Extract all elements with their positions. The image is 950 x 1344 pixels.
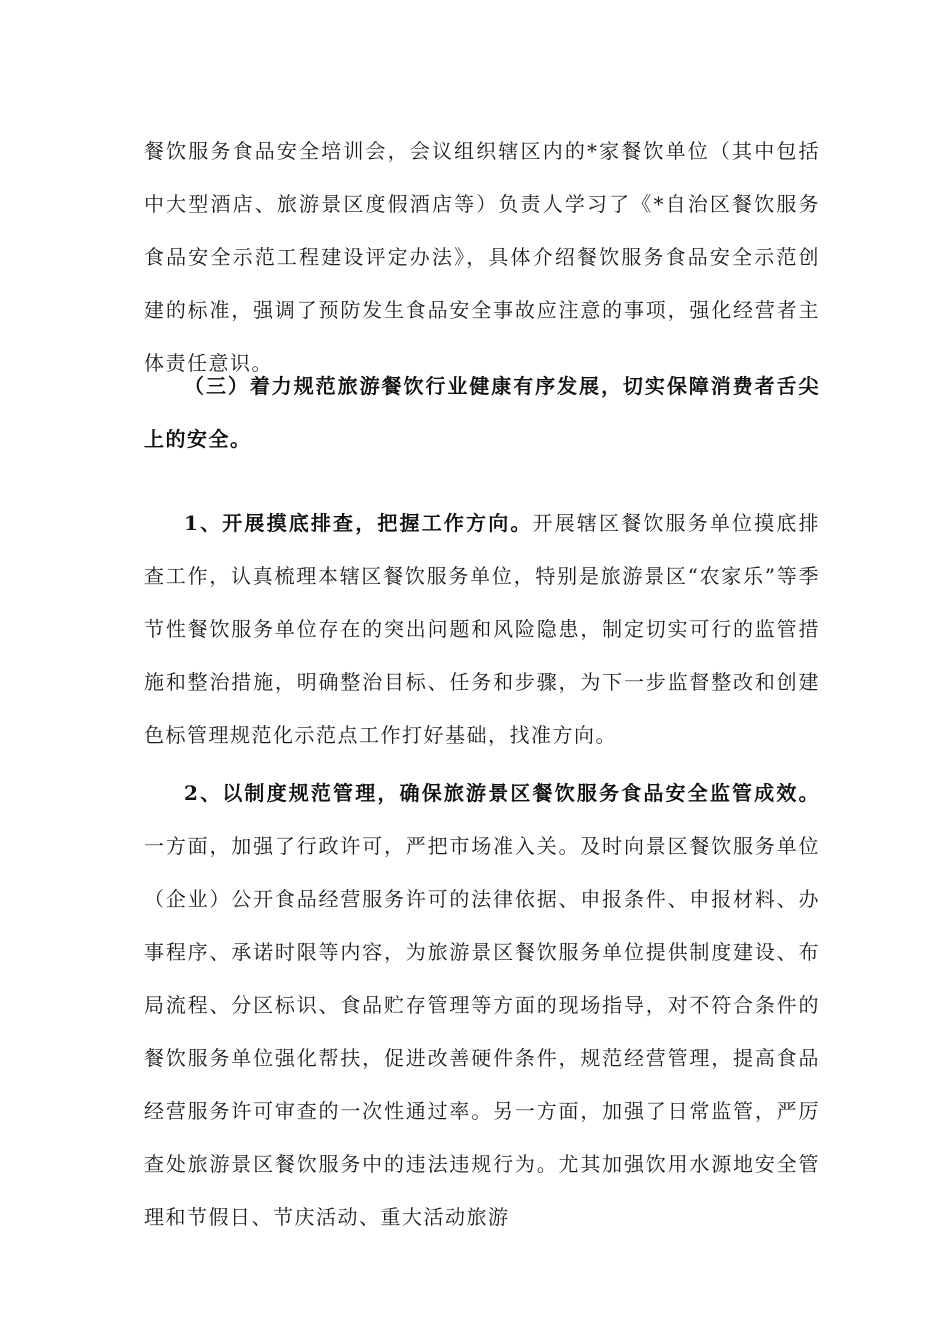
item-2-body: 一方面，加强了行政许可，严把市场准入关。及时向景区餐饮服务单位（企业）公开食品经营服务许可的法律依据、申报条件、申报材料、办事程序、承诺时限等内容，为旅游景区餐饮服务单位提供制度建设、布局流程、分区标识、食品贮存管理等方面的现场指导，对不符合条件的餐饮服务单位强化帮扶，促进改善硬件条件，规范经营管理，提高食品经营服务许可审查的一次性通过率。另一方面，加强了日常监管，严厉查处旅游景区餐饮服务中的违法违规行为。尤其加强饮用水源地安全管理和节假日、节庆活动、重大活动旅游 [144, 834, 820, 1229]
item-1-title: 1、开展摸底排查，把握工作方向。 [184, 511, 533, 535]
paragraph-item-1-text [144, 497, 820, 762]
item-1-body: 开展辖区餐饮服务单位摸底排查工作，认真梳理本辖区餐饮服务单位，特别是旅游景区“农家乐”等季节性餐饮服务单位存在的突出问题和风险隐患，制定切实可行的监管措施和整治措施，明确整治目标、任务和步骤，为下一步监督整改和创建色标管理规范化示范点工作打好基础，找准方向。 [144, 511, 821, 747]
section-heading-text: （三）着力规范旅游餐饮行业健康有序发展，切实保障消费者舌尖上的安全。 [144, 374, 820, 451]
paragraph-text: 餐饮服务食品安全培训会，会议组织辖区内的*家餐饮单位（其中包括中大型酒店、旅游景区度假酒店等）负责人学习了《*自治区餐饮服务食品安全示范工程建设评定办法》，具体介绍餐饮服务食品安全示范创建的标准，强调了预防发生食品安全事故应注意的事项，强化经营者主体责任意识。 [144, 139, 820, 375]
paragraph-item-1 [144, 497, 820, 762]
paragraph-item-2-text [144, 767, 820, 1244]
paragraph-item-2 [144, 767, 820, 1244]
section-heading-3 [144, 360, 820, 466]
item-2-title: 2、以制度规范管理，确保旅游景区餐饮服务食品安全监管成效。 [184, 781, 820, 805]
paragraph-training-meeting [144, 125, 820, 390]
